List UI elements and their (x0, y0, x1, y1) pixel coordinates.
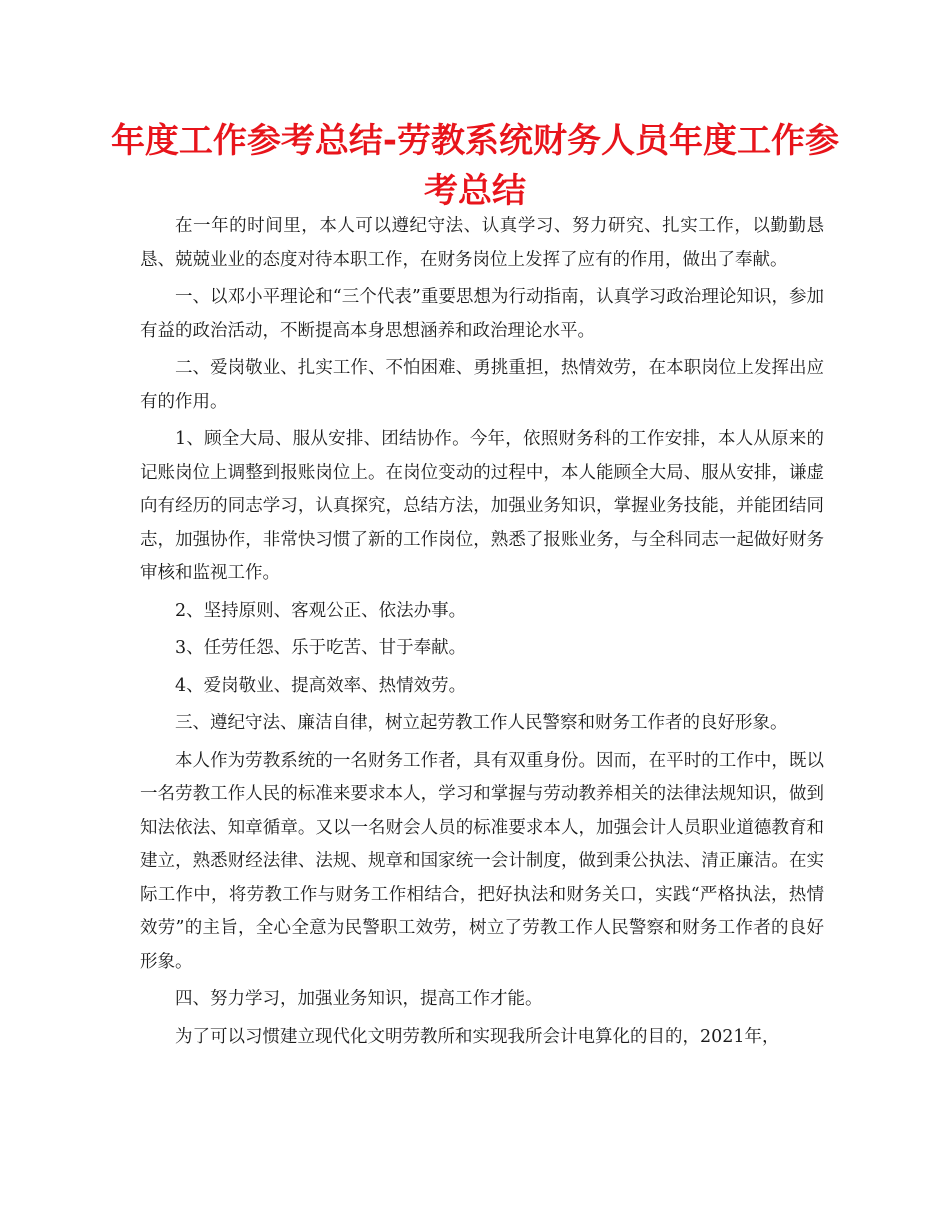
document-body (140, 210, 824, 1058)
paragraph-section-2: 二、爱岗敬业、扎实工作、不怕困难、勇挑重担，热情效劳，在本职岗位上发挥出应有的作用。 (140, 358, 824, 412)
paragraph-item-2: 2、坚持原则、客观公正、依法办事。 (175, 600, 467, 621)
paragraph-section-3: 三、遵纪守法、廉洁自律，树立起劳教工作人民警察和财务工作者的良好形象。 (175, 713, 788, 733)
document-title: 年度工作参考总结-劳教系统财务人员年度工作参考总结 (110, 121, 840, 211)
paragraph-item-3: 3、任劳任怨、乐于吃苦、甘于奉献。 (175, 638, 467, 658)
paragraph-intro: 在一年的时间里，本人可以遵纪守法、认真学习、努力研究、扎实工作，以勤勤恳恳、兢兢业业的态度对待本职工作，在财务岗位上发挥了应有的作用，做出了奉献。 (140, 216, 824, 270)
paragraph-section-3-detail: 本人作为劳教系统的一名财务工作者，具有双重身份。因而，在平时的工作中，既以一名劳教工作人民的标准来要求本人，学习和掌握与劳动教养相关的法律法规知识，做到知法依法、知章循章。又以一名财会人员的标准要求本人，加强会计人员职业道德教育和建立，熟悉财经法律、法规、规章和国家统一会计制度，做到秉公执法、清正廉洁。在实际工作中，将劳教工作与财务工作相结合，把好执法和财务关口，实践“严格执法，热情效劳”的主旨，全心全意为民警职工效劳，树立了劳教工作人民警察和财务工作者的良好形象。 (140, 750, 824, 972)
paragraph-section-4: 四、努力学习，加强业务知识，提高工作才能。 (175, 989, 543, 1009)
paragraph-section-1: 一、以邓小平理论和“三个代表”重要思想为行动指南，认真学习政治理论知识，参加有益的政治活动，不断提高本身思想涵养和政治理论水平。 (140, 287, 824, 341)
paragraph-section-4-detail: 为了可以习惯建立现代化文明劳教所和实现我所会计电算化的目的，2021年， (175, 1026, 780, 1047)
paragraph-item-4: 4、爱岗敬业、提高效率、热情效劳。 (175, 675, 467, 696)
paragraph-item-1: 1、顾全大局、服从安排、团结协作。今年，依照财务科的工作安排，本人从原来的记账岗位上调整到报账岗位上。在岗位变动的过程中，本人能顾全大局、服从安排，谦虚向有经历的同志学习，认真探究，总结方法，加强业务知识，掌握业务技能，并能团结同志，加强协作，非常快习惯了新的工作岗位，熟悉了报账业务，与全科同志一起做好财务审核和监视工作。 (140, 429, 824, 583)
